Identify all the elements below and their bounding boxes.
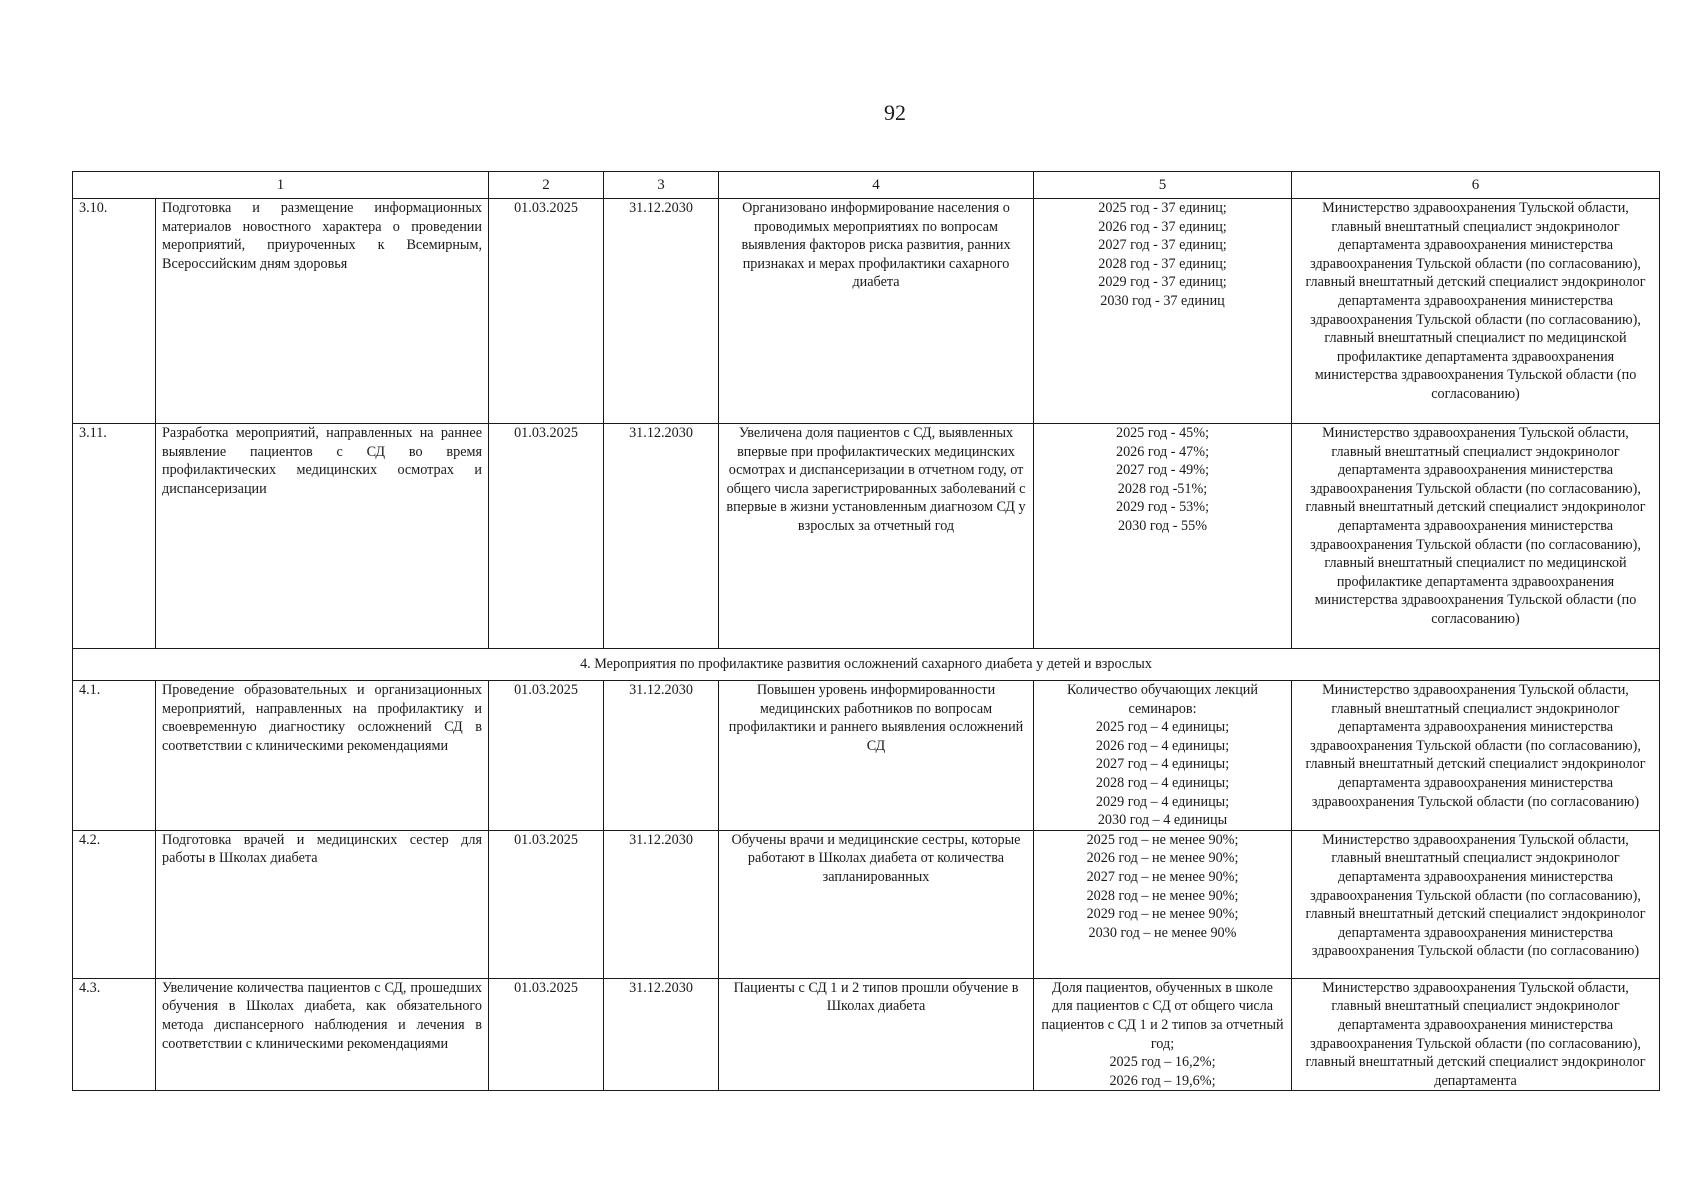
table-row <box>73 424 1660 649</box>
indicator-line: 2030 год – 4 единицы <box>1097 812 1228 829</box>
column-header-1: 1 <box>73 172 489 199</box>
indicator-line: 2026 год - 47%; <box>1115 443 1210 460</box>
responsible-executors: Министерство здравоохранения Тульской области, главный внештатный специалист эндокринолог департамента здравоохранения министерства здравоохранения Тульской области (по согласованию), главный внештатный детский специалист эндокринолог департамента здравоохранения министерства здравоохранения Тульской области (по согласованию), главный внештатный специалист по медицинской профилактике департамента здравоохранения министерства здравоохранения Тульской области (по согласованию) <box>1292 199 1660 424</box>
indicator-line: 2027 год – не менее 90%; <box>1086 868 1239 885</box>
end-date: 31.12.2030 <box>604 424 719 649</box>
column-header-5: 5 <box>1034 172 1292 199</box>
target-indicators <box>1034 978 1292 1091</box>
indicator-line: Доля пациентов, обученных в школе для пациентов с СД от общего числа пациентов с СД 1 и 2 типов за отчетный год; <box>1041 979 1284 1052</box>
section-row <box>73 649 1660 681</box>
target-indicators <box>1034 830 1292 978</box>
expected-result: Организовано информирование населения о проводимых мероприятиях по вопросам выявления факторов риска развития, ранних признаках и мерах профилактики сахарного диабета <box>719 199 1034 424</box>
responsible-executors: Министерство здравоохранения Тульской области, главный внештатный специалист эндокринолог департамента здравоохранения министерства здравоохранения Тульской области (по согласованию), главный внештатный детский специалист эндокринолог департамента здравоохранения министерства здравоохранения Тульской области (по согласованию) <box>1292 681 1660 831</box>
activities-table <box>72 171 1660 1091</box>
indicator-line: 2030 год - 55% <box>1117 517 1208 534</box>
indicator-line: 2030 год - 37 единиц <box>1100 292 1225 309</box>
target-indicators <box>1034 199 1292 424</box>
expected-result: Обучены врачи и медицинские сестры, которые работают в Школах диабета от количества запланированных <box>719 830 1034 978</box>
row-number: 4.2. <box>73 830 156 978</box>
indicator-line: 2029 год – не менее 90%; <box>1086 906 1239 923</box>
indicator-line: 2026 год – 4 единицы; <box>1095 737 1230 754</box>
end-date: 31.12.2030 <box>604 199 719 424</box>
responsible-executors: Министерство здравоохранения Тульской области, главный внештатный специалист эндокринолог департамента здравоохранения министерства здравоохранения Тульской области (по согласованию), главный внештатный детский специалист эндокринолог департамента <box>1292 978 1660 1091</box>
indicator-line: 2028 год -51%; <box>1117 480 1208 497</box>
indicator-line: 2028 год – не менее 90%; <box>1086 887 1239 904</box>
responsible-executors: Министерство здравоохранения Тульской области, главный внештатный специалист эндокринолог департамента здравоохранения министерства здравоохранения Тульской области (по согласованию), главный внештатный детский специалист эндокринолог департамента здравоохранения министерства здравоохранения Тульской области (по согласованию) <box>1292 830 1660 978</box>
row-number: 4.3. <box>73 978 156 1091</box>
page-number: 92 <box>884 100 906 125</box>
indicator-line: 2026 год – 19,6%; <box>1109 1072 1216 1089</box>
end-date: 31.12.2030 <box>604 681 719 831</box>
activity-name: Подготовка и размещение информационных материалов новостного характера о проведении мероприятий, приуроченных к Всемирным, Всероссийским дням здоровья <box>156 199 489 424</box>
responsible-executors: Министерство здравоохранения Тульской области, главный внештатный специалист эндокринолог департамента здравоохранения министерства здравоохранения Тульской области (по согласованию), главный внештатный детский специалист эндокринолог департамента здравоохранения министерства здравоохранения Тульской области (по согласованию), главный внештатный специалист по медицинской профилактике департамента здравоохранения министерства здравоохранения Тульской области (по согласованию) <box>1292 424 1660 649</box>
start-date: 01.03.2025 <box>489 199 604 424</box>
column-header-3: 3 <box>604 172 719 199</box>
activity-name: Разработка мероприятий, направленных на раннее выявление пациентов с СД во время профилактических медицинских осмотрах и диспансеризации <box>156 424 489 649</box>
table-row <box>73 830 1660 978</box>
activity-name: Увеличение количества пациентов с СД, прошедших обучения в Школах диабета, как обязательного метода диспансерного наблюдения и лечения в соответствии с клиническими рекомендациями <box>156 978 489 1091</box>
start-date: 01.03.2025 <box>489 978 604 1091</box>
indicator-line: Количество обучающих лекций семинаров: <box>1067 682 1258 717</box>
indicator-line: 2027 год - 49%; <box>1115 462 1210 479</box>
column-header-2: 2 <box>489 172 604 199</box>
table-row <box>73 199 1660 424</box>
activity-name: Проведение образовательных и организационных мероприятий, направленных на профилактику и своевременную диагностику осложнений СД в соответствии с клиническими рекомендациями <box>156 681 489 831</box>
indicator-line: 2026 год - 37 единиц; <box>1098 218 1227 235</box>
row-number: 4.1. <box>73 681 156 831</box>
start-date: 01.03.2025 <box>489 424 604 649</box>
start-date: 01.03.2025 <box>489 681 604 831</box>
indicator-line: 2029 год - 37 единиц; <box>1098 274 1227 291</box>
expected-result: Повышен уровень информированности медицинских работников по вопросам профилактики и раннего выявления осложнений СД <box>719 681 1034 831</box>
indicator-line: 2027 год – 4 единицы; <box>1095 756 1230 773</box>
end-date: 31.12.2030 <box>604 830 719 978</box>
indicator-line: 2026 год – не менее 90%; <box>1086 850 1239 867</box>
indicator-line: 2027 год - 37 единиц; <box>1098 237 1227 254</box>
expected-result: Пациенты с СД 1 и 2 типов прошли обучение в Школах диабета <box>719 978 1034 1091</box>
end-date: 31.12.2030 <box>604 978 719 1091</box>
expected-result: Увеличена доля пациентов с СД, выявленных впервые при профилактических медицинских осмотрах и диспансеризации в отчетном году, от общего числа зарегистрированных заболеваний с впервые в жизни установленным диагнозом СД у взрослых за отчетный год <box>719 424 1034 649</box>
indicator-line: 2025 год - 37 единиц; <box>1098 200 1227 216</box>
row-number: 3.10. <box>73 199 156 424</box>
table-header-row <box>73 172 1660 199</box>
target-indicators <box>1034 681 1292 831</box>
target-indicators <box>1034 424 1292 649</box>
indicator-line: 2025 год - 45%; <box>1115 425 1210 441</box>
activity-name: Подготовка врачей и медицинских сестер для работы в Школах диабета <box>156 830 489 978</box>
indicator-line: 2025 год – не менее 90%; <box>1086 831 1239 848</box>
column-header-4: 4 <box>719 172 1034 199</box>
indicator-line: 2025 год – 4 единицы; <box>1095 719 1230 736</box>
indicator-line: 2025 год – 16,2%; <box>1109 1054 1216 1071</box>
column-header-6: 6 <box>1292 172 1660 199</box>
indicator-line: 2030 год – не менее 90% <box>1088 924 1237 941</box>
indicator-line: 2028 год – 4 единицы; <box>1095 774 1230 791</box>
table-row <box>73 978 1660 1091</box>
start-date: 01.03.2025 <box>489 830 604 978</box>
section-title: 4. Мероприятия по профилактике развития осложнений сахарного диабета у детей и взрослых <box>73 649 1660 681</box>
indicator-line: 2029 год - 53%; <box>1115 499 1210 516</box>
indicator-line: 2028 год - 37 единиц; <box>1098 255 1227 272</box>
indicator-line: 2029 год – 4 единицы; <box>1095 793 1230 810</box>
table-row <box>73 681 1660 831</box>
row-number: 3.11. <box>73 424 156 649</box>
